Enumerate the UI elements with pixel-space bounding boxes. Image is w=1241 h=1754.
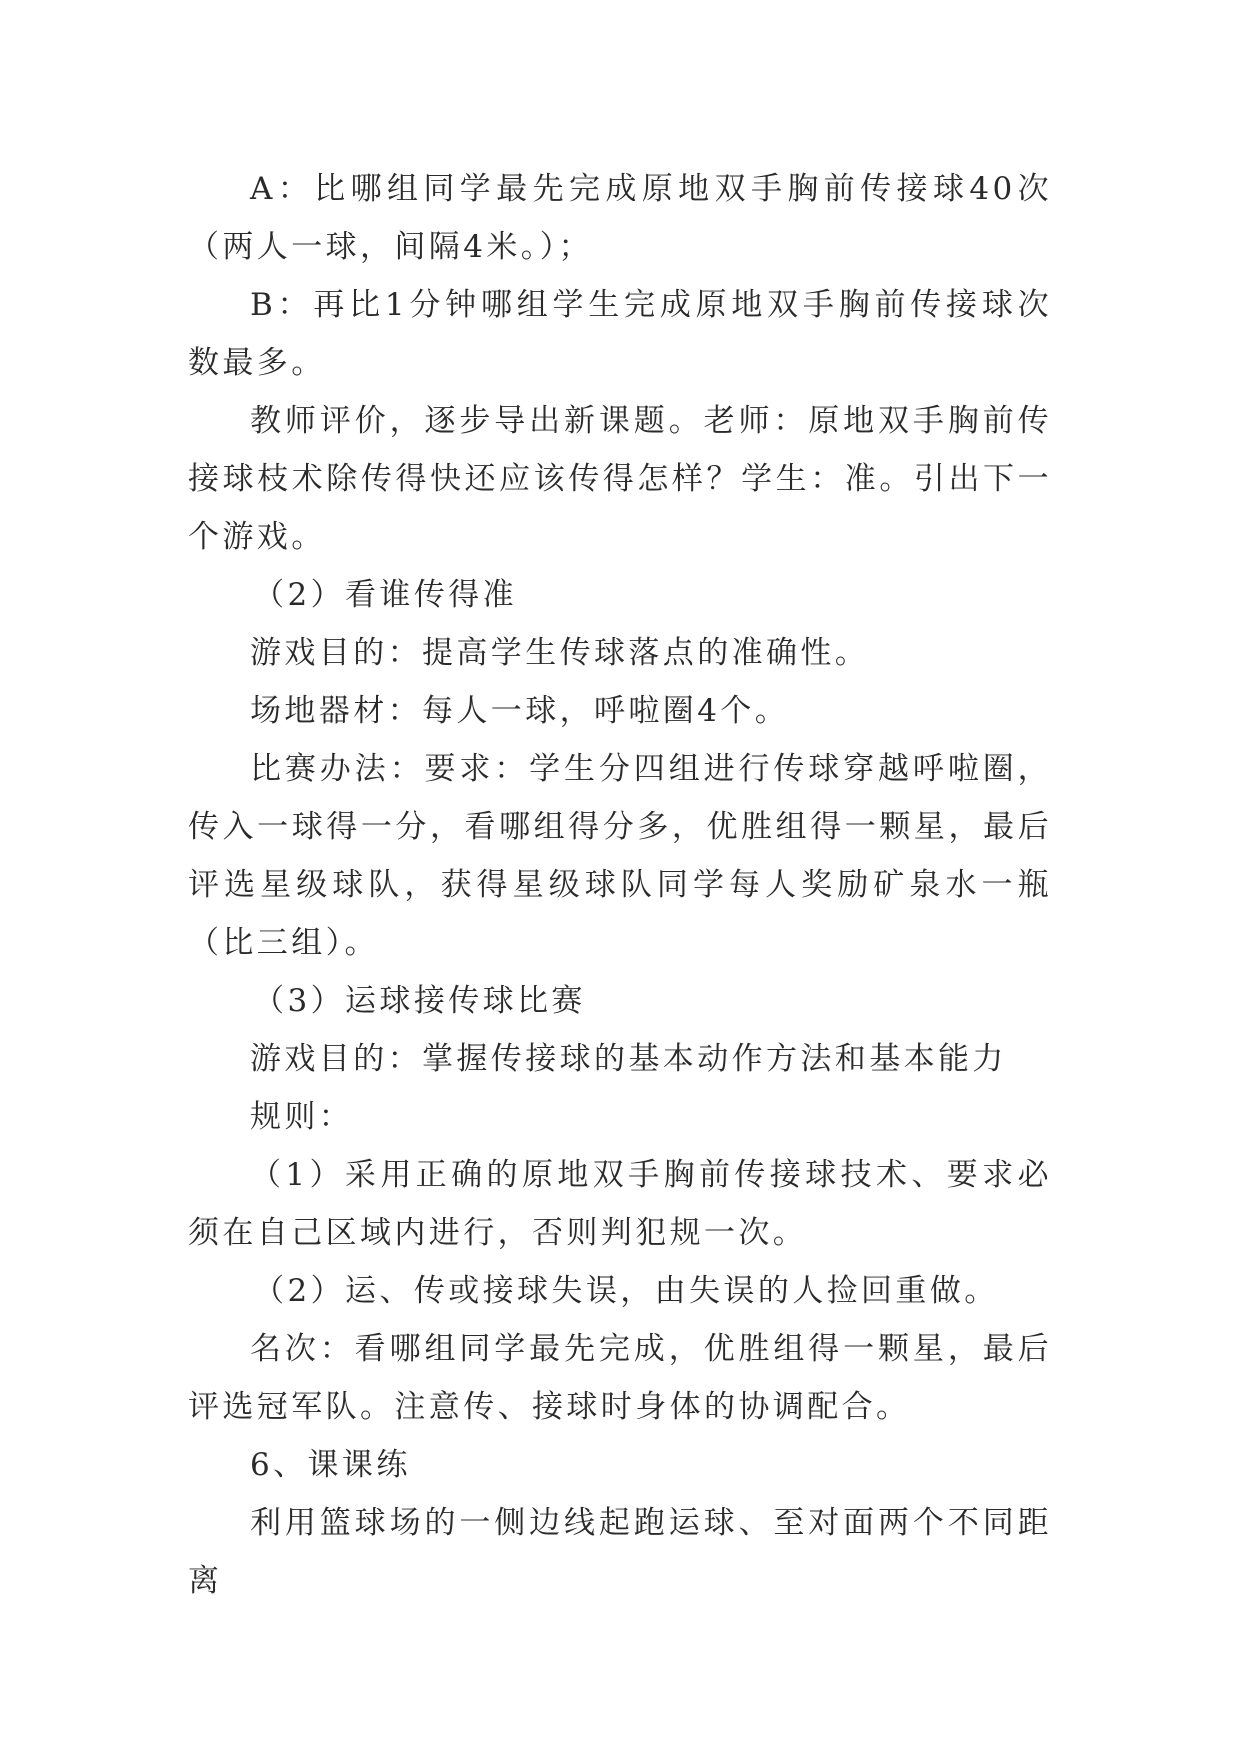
- paragraph-practice-description: 利用篮球场的一侧边线起跑运球、至对面两个不同距离: [188, 1505, 1052, 1599]
- heading-daily-practice: 6、课课练: [250, 1447, 411, 1483]
- paragraph-equipment: 场地器材：每人一球，呼啦圈4个。: [250, 693, 790, 729]
- heading-dribble-pass-game: （3）运球接传球比赛: [253, 983, 586, 1019]
- paragraph-teacher-review: 教师评价，逐步导出新课题。老师：原地双手胸前传接球枝术除传得快还应该传得怎样？学生：准。引出下一个游戏。: [188, 403, 1052, 555]
- paragraph-relay-rule-b: B：再比1分钟哪组学生完成原地双手胸前传接球次数最多。: [188, 287, 1052, 381]
- paragraph-rule-2: （2）运、传或接球失误，由失误的人捡回重做。: [253, 1273, 999, 1309]
- heading-accuracy-game: （2）看谁传得准: [253, 577, 518, 613]
- paragraph-rule-1: （1）采用正确的原地双手胸前传接球技术、要求必须在自己区域内进行，否则判犯规一次。: [188, 1157, 1052, 1251]
- paragraph-relay-rule-a: A：比哪组同学最先完成原地双手胸前传接球40次（两人一球，间隔4米。）；: [188, 171, 1052, 265]
- body-text: [188, 160, 1052, 1610]
- paragraph-competition-method: 比赛办法：要求：学生分四组进行传球穿越呼啦圈，传入一球得一分，看哪组得分多，优胜组得一颗星，最后评选星级球队，获得星级球队同学每人奖励矿泉水一瓶（比三组）。: [188, 751, 1052, 961]
- paragraph-ranking: 名次：看哪组同学最先完成，优胜组得一颗星，最后评选冠军队。注意传、接球时身体的协调配合。: [188, 1331, 1052, 1425]
- paragraph-game-goal-2: 游戏目的：掌握传接球的基本动作方法和基本能力: [250, 1041, 1007, 1077]
- paragraph-game-goal: 游戏目的：提高学生传球落点的准确性。: [250, 635, 870, 671]
- paragraph-rules-label: 规则：: [250, 1099, 354, 1135]
